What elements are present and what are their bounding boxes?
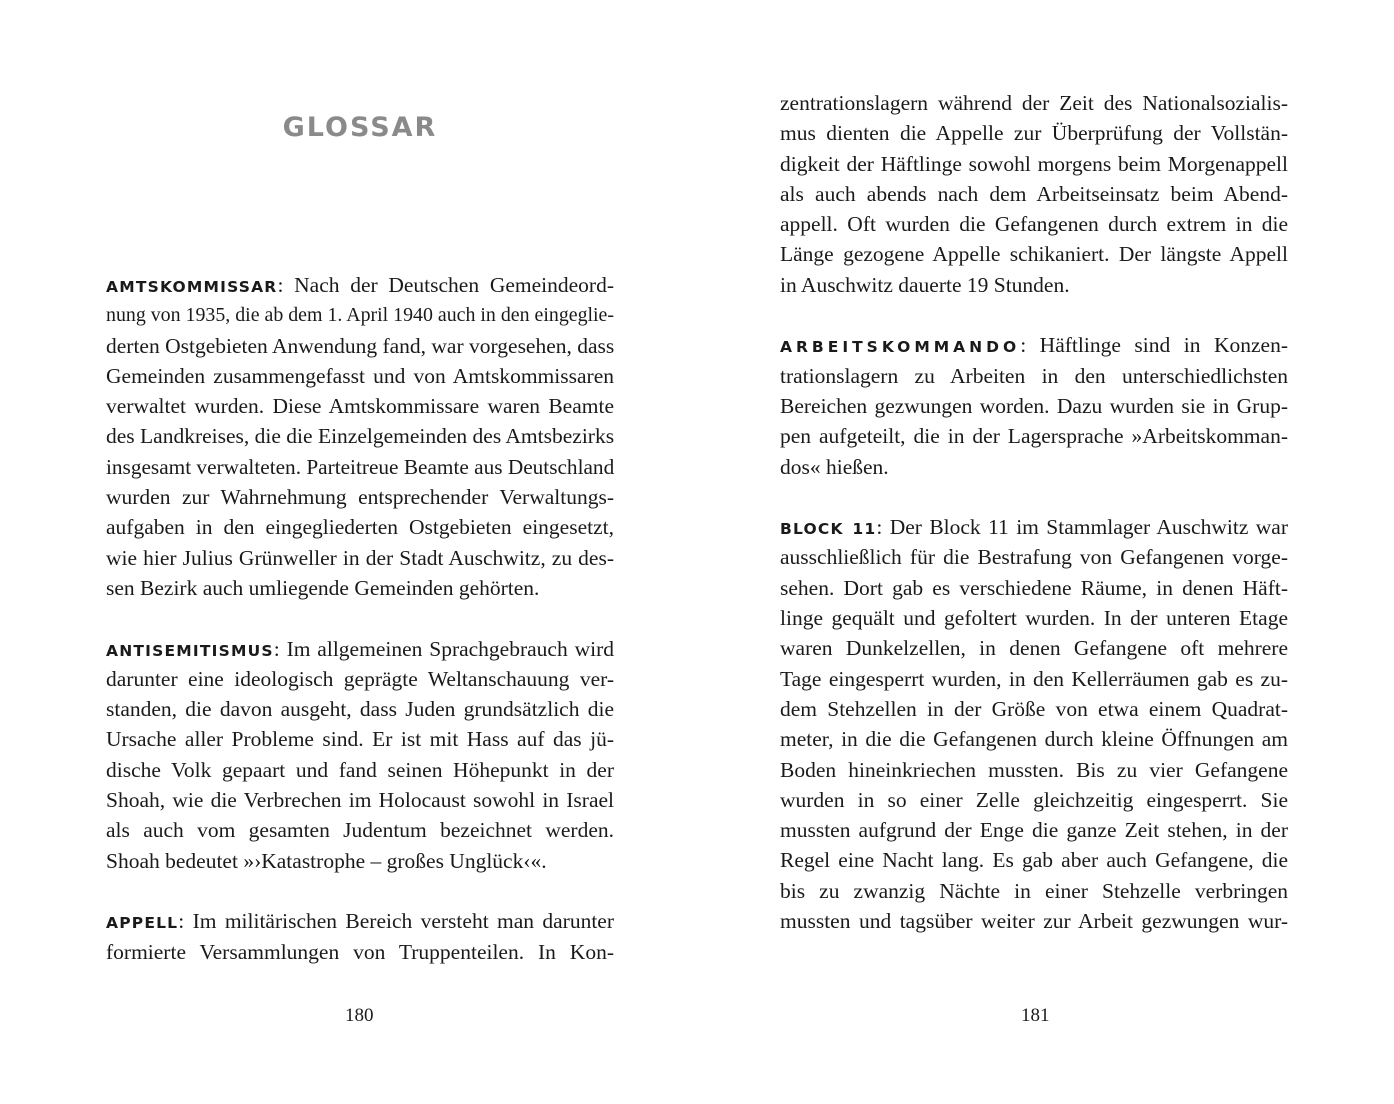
entry-first-line xyxy=(106,906,614,936)
left-column xyxy=(106,270,614,967)
entry-line: formierte Versammlungen von Truppenteilen. In Kon- xyxy=(106,939,614,964)
glossary-entry-antisemitismus xyxy=(106,634,614,876)
glossary-term: APPELL xyxy=(106,914,179,933)
entry-line: darunter eine ideologisch geprägte Weltanschauung ver- xyxy=(106,666,614,691)
entry-line: trationslagern zu Arbeiten in den unterschiedlichsten xyxy=(780,363,1288,388)
entry-text: : Der Block 11 im Stammlager Auschwitz war xyxy=(876,515,1288,540)
entry-text: : Nach der Deutschen Gemeindeord- xyxy=(277,273,614,297)
entry-line: in Auschwitz dauerte 19 Stunden. xyxy=(780,272,1070,297)
entry-line: Länge gezogene Appelle schikaniert. Der längste Appell xyxy=(780,242,1288,267)
entry-line: wurden zur Wahrnehmung entsprechender Verwaltungs- xyxy=(106,485,614,510)
entry-line: als auch abends nach dem Arbeitseinsatz beim Abend- xyxy=(780,181,1288,206)
entry-line: digkeit der Häftlinge sowohl morgens beim Morgenappell xyxy=(780,151,1288,176)
entry-line: bis zu zwanzig Nächte in einer Stehzelle verbringen xyxy=(780,878,1288,903)
entry-first-line xyxy=(780,330,1288,360)
glossary-entry-block-11 xyxy=(780,512,1288,936)
entry-first-line xyxy=(106,634,614,664)
entry-line: Shoah, wie die Verbrechen im Holocaust sowohl in Israel xyxy=(106,788,614,813)
entry-line: verwaltet wurden. Diese Amtskommissare waren Beamte xyxy=(106,394,614,419)
entry-line: Gemeinden zusammengefasst und von Amtskommissaren xyxy=(106,363,614,388)
entry-line: dische Volk gepaart und fand seinen Höhepunkt in der xyxy=(106,757,614,782)
entry-line: Shoah bedeutet »›Katastrophe – großes Unglück‹«. xyxy=(106,848,547,873)
entry-line: Bereichen gezwungen worden. Dazu wurden sie in Grup- xyxy=(780,393,1288,418)
entry-line: dem Stehzellen in der Größe von etwa einem Quadrat- xyxy=(780,696,1288,721)
entry-line: sen Bezirk auch umliegende Gemeinden gehörten. xyxy=(106,575,540,600)
entry-spacer xyxy=(106,603,614,633)
entry-line: Tage eingesperrt wurden, in den Kellerräumen gab es zu- xyxy=(780,666,1288,691)
entry-line: mussten und tagsüber weiter zur Arbeit gezwungen wur- xyxy=(780,909,1288,934)
right-column xyxy=(780,88,1288,936)
glossary-entry-appell-continued xyxy=(780,88,1288,300)
entry-text: : Im allgemeinen Sprachgebrauch wird xyxy=(273,636,614,661)
entry-line: Regel eine Nacht lang. Es gab aber auch Gefangene, die xyxy=(780,848,1288,873)
entry-first-line xyxy=(780,512,1288,542)
entry-line: wurden in so einer Zelle gleichzeitig eingesperrt. Sie xyxy=(780,787,1288,812)
entry-text: : Im militärischen Bereich versteht man darunter xyxy=(178,909,614,934)
entry-spacer xyxy=(106,876,614,906)
entry-line: pen aufgeteilt, die in der Lagersprache »Arbeitskomman- xyxy=(780,424,1288,449)
entry-spacer xyxy=(780,300,1288,330)
entry-line: mussten aufgrund der Enge die ganze Zeit stehen, in der xyxy=(780,818,1288,843)
page-title: GLOSSAR xyxy=(282,112,438,143)
entry-line: linge gequält und gefoltert wurden. In der unteren Etage xyxy=(780,606,1288,631)
entry-line: appell. Oft wurden die Gefangenen durch extrem in die xyxy=(780,212,1288,237)
entry-line: aufgaben in den eingegliederten Ostgebieten eingesetzt, xyxy=(106,515,614,540)
glossary-term: ANTISEMITISMUS xyxy=(106,641,274,660)
page-number: 181 xyxy=(1021,1005,1050,1026)
entry-line: Boden hineinkriechen mussten. Bis zu vier Gefangene xyxy=(780,757,1288,782)
entry-line: des Landkreises, die die Einzelgemeinden des Amtsbezirks xyxy=(106,424,615,449)
entry-line: Ursache aller Probleme sind. Er ist mit Hass auf das jü- xyxy=(106,727,614,752)
glossary-entry-appell xyxy=(106,906,614,967)
glossary-term: ARBEITSKOMMANDO xyxy=(780,338,1021,357)
entry-line: nung von 1935, die ab dem 1. April 1940 auch in den eingeglie- xyxy=(106,304,614,327)
entry-first-line xyxy=(106,270,614,300)
right-page xyxy=(697,0,1394,1104)
entry-line: sehen. Dort gab es verschiedene Räume, in denen Häft- xyxy=(780,575,1288,600)
entry-line: standen, die davon ausgeht, dass Juden grundsätzlich die xyxy=(106,697,614,722)
entry-spacer xyxy=(780,482,1288,512)
entry-line: als auch vom gesamten Judentum bezeichnet werden. xyxy=(106,818,614,843)
glossary-entry-amtskommissar xyxy=(106,270,614,603)
entry-line: waren Dunkelzellen, in denen Gefangene oft mehrere xyxy=(780,636,1288,661)
entry-line: wie hier Julius Grünweller in der Stadt Auschwitz, zu des- xyxy=(106,545,614,570)
glossary-entry-arbeitskommando xyxy=(780,330,1288,481)
entry-line: meter, in die die Gefangenen durch kleine Öffnungen am xyxy=(780,727,1288,752)
entry-line: ausschließlich für die Bestrafung von Gefangenen vorge- xyxy=(780,545,1288,570)
entry-line: mus dienten die Appelle zur Überprüfung der Vollstän- xyxy=(780,121,1288,146)
page-number: 180 xyxy=(345,1005,374,1026)
entry-line: insgesamt verwalteten. Parteitreue Beamte aus Deutschland xyxy=(106,454,615,479)
entry-line: dos« hießen. xyxy=(780,454,889,479)
glossary-term: BLOCK 11 xyxy=(780,520,877,539)
glossary-term: AMTSKOMMISSAR xyxy=(106,278,278,296)
entry-line: derten Ostgebieten Anwendung fand, war vorgesehen, dass xyxy=(106,333,615,358)
entry-line: zentrationslagern während der Zeit des Nationalsozialis- xyxy=(780,91,1288,115)
entry-text: : Häftlinge sind in Konzen- xyxy=(1020,333,1288,358)
